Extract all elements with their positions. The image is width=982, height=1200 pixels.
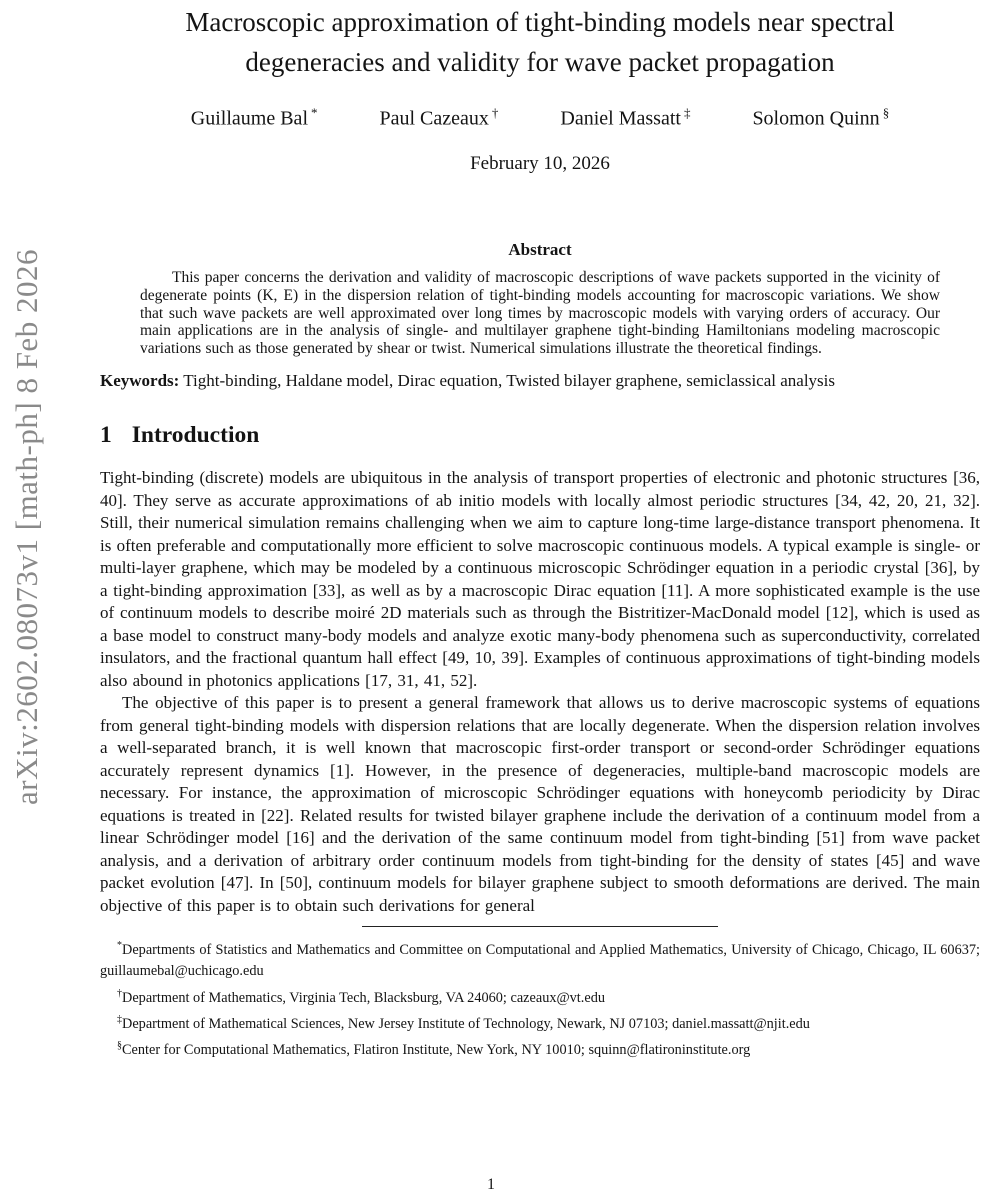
arxiv-watermark: arXiv:2602.08073v1 [math-ph] 8 Feb 2026 [9,249,44,805]
footnote-text: Center for Computational Mathematics, Flatiron Institute, New York, NY 10010; squinn@flatironinstitute.org [122,1041,751,1058]
footnote-text: Departments of Statistics and Mathematics and Committee on Computational and Applied Mathematics, University of Chicago, Chicago, IL 60637; guillaumebal@uchicago.edu [100,942,980,980]
footnote-affiliation-3 [100,1009,980,1035]
author-list [100,100,980,132]
abstract-heading: Abstract [508,239,572,259]
keywords-text: Tight-binding, Haldane model, Dirac equation, Twisted bilayer graphene, semiclassical analysis [179,371,836,391]
keywords-line [100,370,980,392]
footnote-text: Department of Mathematical Sciences, New Jersey Institute of Technology, Newark, NJ 07103; daniel.massatt@njit.edu [122,1015,810,1032]
footnote-affiliation-1 [100,935,980,983]
author-solomon-quinn [752,100,889,132]
paper-title-line2: degeneracies and validity for wave packet propagation [245,47,835,77]
footnote-mark: ‡ [117,1014,122,1026]
page-number: 1 [487,1176,495,1193]
footnote-mark: * [117,940,122,952]
author-footnote-mark: § [882,105,890,121]
keywords-label: Keywords: [100,371,180,391]
footnote-text: Department of Mathematics, Virginia Tech, Blacksburg, VA 24060; cazeaux@vt.edu [122,989,606,1006]
author-footnote-mark: ‡ [683,105,691,121]
author-name: Solomon Quinn [752,107,880,130]
author-paul-cazeaux [380,100,499,132]
body-paragraph-2: The objective of this paper is to present a general framework that allows us to derive macroscopic systems of equations from general tight-binding models with dispersion relations that are locally degenerate. When the dispersion relation involves a well-separated branch, it is well known that macroscopic first-order transport or second-order Schrödinger equations accurately represent dynamics [1]. However, in the presence of degeneracies, multiple-band macroscopic models are necessary. For instance, the approximation of microscopic Schrödinger equations with honeycomb periodicity by Dirac equations is treated in [22]. Related results for twisted bilayer graphene include the derivation of a continuum model from a linear Schrödinger model [16] and the derivation of the same continuum model from tight-binding [51] from wave packet analysis, and a derivation of arbitrary order continuum models from tight-binding for the density of states [45] and wave packet evolution [47]. In [50], continuum models for bilayer graphene subject to smooth deformations are derived. The main objective of this paper is to obtain such derivations for general [100,693,980,915]
author-daniel-massatt [560,100,690,132]
author-guillaume-bal [191,100,318,132]
footnote-mark: § [117,1040,122,1052]
paper-date: February 10, 2026 [470,152,610,174]
abstract-text: This paper concerns the derivation and validity of macroscopic descriptions of wave packets supported in the vicinity of degenerate points (K, E) in the dispersion relation of tight-binding models accounting for macroscopic variations. We show that such wave packets are well approximated over long times by macroscopic models with varying orders of accuracy. Our main applications are in the analysis of single- and multilayer graphene tight-binding Hamiltonians modeling macroscopic variations such as those generated by shear or twist. Numerical simulations illustrate the theoretical findings. [140,268,940,358]
section-number: 1 [100,422,112,449]
author-name: Daniel Massatt [560,107,681,130]
footnotes-block [100,935,980,1061]
author-footnote-mark: * [311,105,318,121]
author-name: Guillaume Bal [190,107,308,130]
footnote-rule [362,926,718,927]
section-title: Introduction [131,422,260,449]
author-footnote-mark: † [491,105,499,121]
footnote-affiliation-4 [100,1035,980,1061]
paper-title [100,2,980,82]
footnote-affiliation-2 [100,983,980,1009]
paper-title-line1: Macroscopic approximation of tight-binding models near spectral [185,7,895,37]
author-name: Paul Cazeaux [379,107,489,130]
body-paragraph-1: Tight-binding (discrete) models are ubiquitous in the analysis of transport properties of electronic and photonic structures [36, 40]. They serve as accurate approximations of ab initio models with locally almost periodic structures [34, 42, 20, 21, 32]. Still, their numerical simulation remains challenging when we aim to capture long-time large-distance transport phenomena. It is often preferable and computationally more efficient to solve macroscopic continuous models. A typical example is single- or multi-layer graphene, which may be modeled by a continuous microscopic Schrödinger equation in a periodic crystal [36], by a tight-binding approximation [33], as well as by a macroscopic Dirac equation [11]. A more sophisticated example is the use of continuum models to describe moiré 2D materials such as through the Bistritizer-MacDonald model [12], which is used as a base model to construct many-body models and analyze exotic many-body phenomena such as superconductivity, correlated insulators, and the fractional quantum hall effect [49, 10, 39]. Examples of continuous approximations of tight-binding models also abound in photonics applications [17, 31, 41, 52]. [100,468,980,690]
paper-content [100,0,980,1061]
section-heading-introduction [100,420,980,450]
footnote-mark: † [117,987,122,999]
